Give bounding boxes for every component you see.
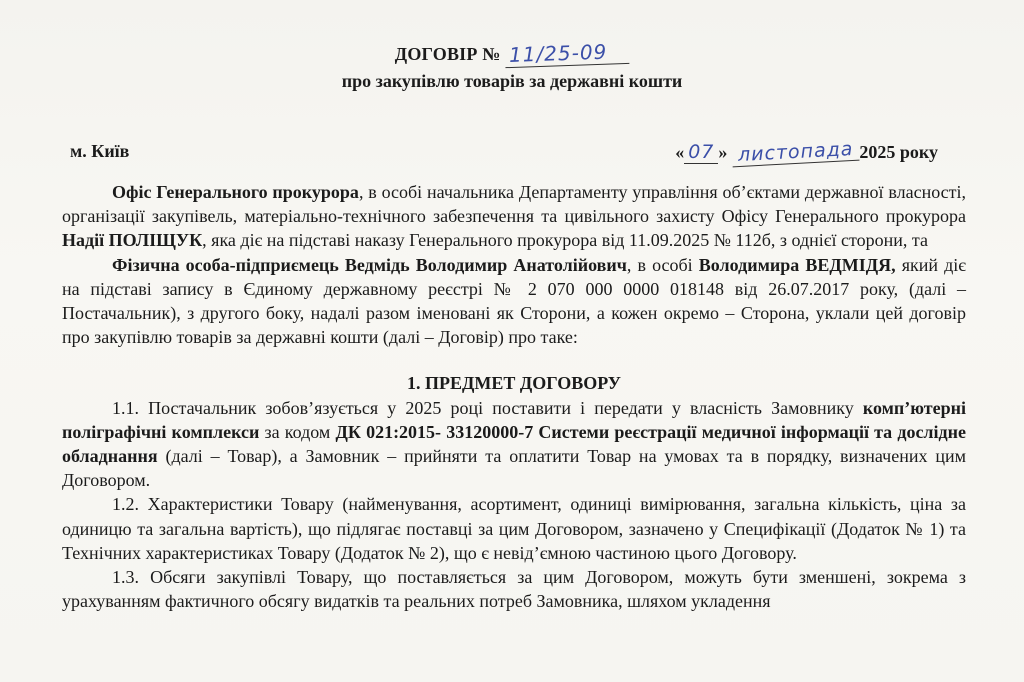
handwritten-contract-number: 11/25-09 <box>505 39 630 68</box>
party-customer-paragraph <box>62 180 966 253</box>
supplier-representative: Володимира ВЕДМІДЯ, <box>698 254 896 275</box>
party-supplier-paragraph <box>62 253 966 350</box>
supplier-name: Фізична особа-підприємець Ведмідь Володимир Анатолійович <box>112 254 627 275</box>
clause-1-2: 1.2. Характеристики Товару (найменування, асортимент, одиниці вимірювання, загальна кількість, ціна за одиницю та загальна вартість), що підлягає поставці за цим Договором, зазначено у Специфікації (Додаток № 1) та Технічних характеристиках Товару (Додаток № 2), що є невід’ємною частиною цього Договору. <box>62 494 966 563</box>
clause-1-1-code: ДК 021:2015- 33120000-7 Системи реєстрації медичної інформації та дослідне обладнання <box>62 421 967 467</box>
contract-title <box>0 41 1024 66</box>
contract-subtitle: про закупівлю товарів за державні кошти <box>341 71 683 91</box>
clause-1-3: 1.3. Обсяги закупівлі Товару, що поставляється за цим Договором, можуть бути зменшені, зокрема з урахуванням фактичного обсягу видатків та реальних потреб Замовника, шляхом укладення <box>62 567 966 612</box>
customer-name: Офіс Генерального прокурора <box>112 182 359 202</box>
contract-body <box>62 180 966 613</box>
open-quote: « <box>675 142 685 162</box>
clause-1-1-goods: комп’ютерні поліграфічні комплекси <box>62 397 966 442</box>
clause-1-1 <box>62 396 966 493</box>
year-text: 2025 року <box>859 142 938 162</box>
handwritten-day: 07 <box>684 141 718 164</box>
supplier-text-2: який діє на підставі запису в Єдиному державному реєстрі № 2 070 000 0000 018148 від 26.07.2017 року, (далі – Постачальник), з другого боку, надалі разом іменовані як Сторони, а кожен окремо – Сторона, уклали цей договір про закупівлю товарів за державні кошти (далі – Договір) про таке: <box>62 254 966 348</box>
section-heading-subject: 1. ПРЕДМЕТ ДОГОВОРУ <box>406 373 622 394</box>
clause-1-1-text-2: за кодом <box>259 421 336 442</box>
supplier-text-1: , в особі <box>626 254 699 275</box>
clause-1-1-text-1: 1.1. Постачальник зобов’язується у 2025 році поставити і передати у власність Замовнику <box>112 397 863 418</box>
customer-text-1: , в особі начальника Департаменту управління об’єктами державної власності, організації закупівель, матеріально-технічного забезпечення та цивільного захисту Офісу Генерального прокурора <box>62 182 967 227</box>
close-quote: » <box>718 142 728 162</box>
customer-representative: Надії ПОЛІЩУК <box>62 230 203 251</box>
customer-text-2: , яка діє на підставі наказу Генерального прокурора від 11.09.2025 № 112б, з однієї сторони, та <box>202 230 928 251</box>
title-prefix: ДОГОВІР № <box>394 44 501 64</box>
contract-date <box>675 137 938 167</box>
city: м. Київ <box>70 141 130 161</box>
clause-1-1-text-3: (далі – Товар), а Замовник – прийняти та оплатити Товар на умовах та в порядку, визначених цим Договором. <box>62 446 966 491</box>
handwritten-month: листопада <box>731 138 860 168</box>
